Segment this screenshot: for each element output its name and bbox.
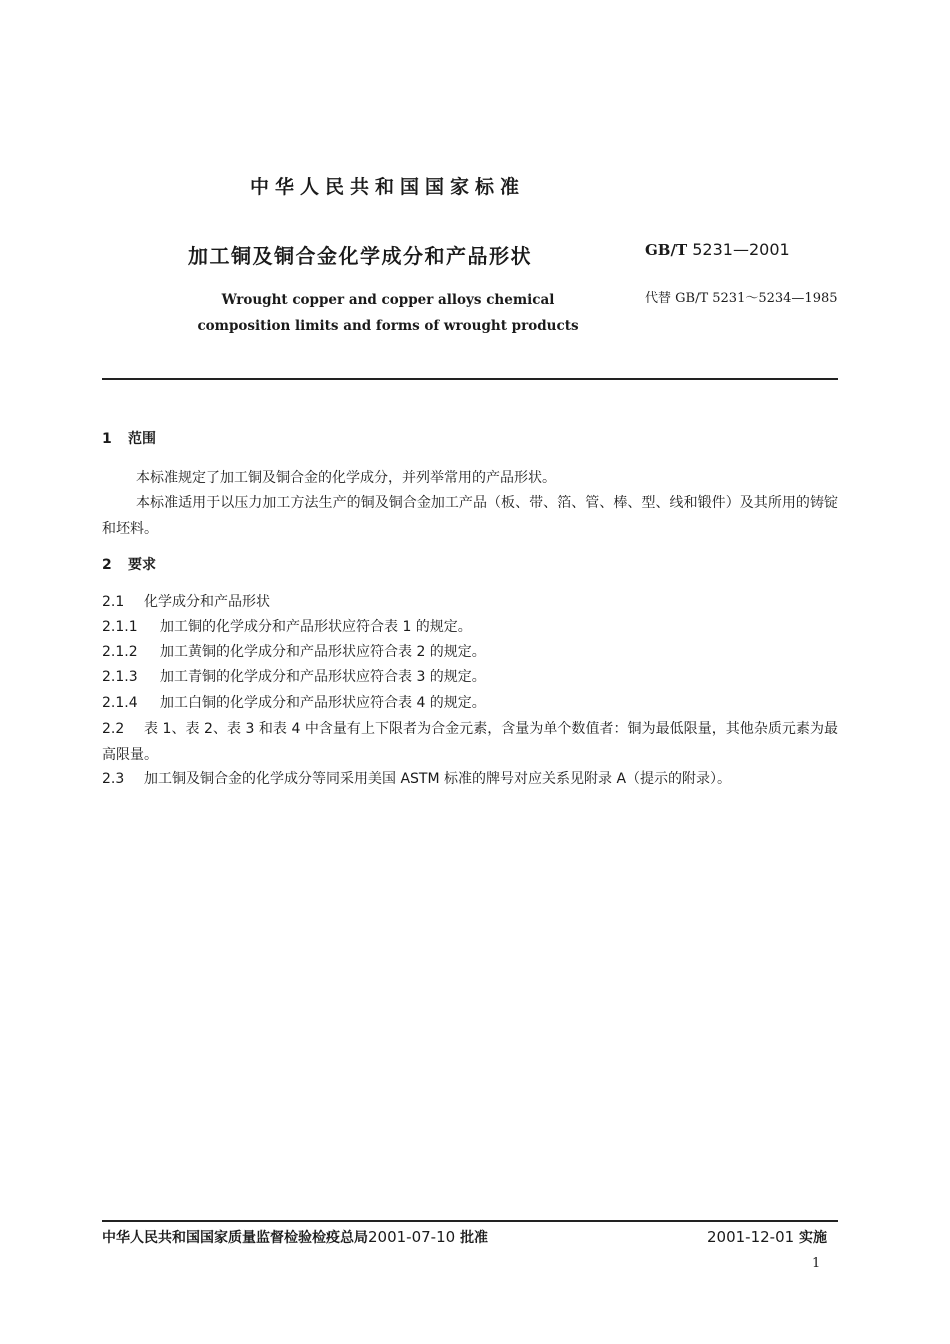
section-1-heading: 1 范围 bbox=[102, 431, 156, 447]
effective-label: 实施 bbox=[798, 1230, 827, 1246]
section-1-paragraph-2: 本标准适用于以压力加工方法生产的铜及铜合金加工产品（板、带、箔、管、棒、型、线和锻件）及其所用的铸锭和坯料。 bbox=[102, 495, 838, 537]
section-2-heading: 2 要求 bbox=[102, 557, 156, 573]
approve-label: 批准 bbox=[460, 1230, 489, 1246]
page-number: 1 bbox=[812, 1256, 821, 1271]
header-divider bbox=[102, 378, 838, 380]
issuer: 中华人民共和国国家质量监督检验检疫总局 bbox=[102, 1230, 368, 1246]
clause-2-1-2: 2.1.2 加工黄铜的化学成分和产品形状应符合表 2 的规定。 bbox=[102, 644, 486, 660]
clause-2-1-1: 2.1.1 加工铜的化学成分和产品形状应符合表 1 的规定。 bbox=[102, 619, 472, 635]
footer-divider bbox=[102, 1220, 838, 1222]
effective-line bbox=[707, 1227, 827, 1247]
effective-date: 2001-12-01 bbox=[707, 1228, 795, 1246]
issuer-line bbox=[102, 1227, 488, 1247]
clause-2-1-4: 2.1.4 加工白铜的化学成分和产品形状应符合表 4 的规定。 bbox=[102, 695, 486, 711]
clause-2-1: 2.1 化学成分和产品形状 bbox=[102, 594, 270, 610]
national-standard-title: 中华人民共和国国家标准 bbox=[249, 176, 525, 198]
standard-number-value: 5231—2001 bbox=[692, 240, 790, 259]
standard-code: GB/T bbox=[645, 241, 688, 259]
replaces-standard: 代替 GB/T 5231～5234—1985 bbox=[645, 291, 838, 306]
document-title-en: Wrought copper and copper alloys chemical composition limits and forms of wrought products bbox=[197, 292, 579, 334]
clause-2-1-3: 2.1.3 加工青铜的化学成分和产品形状应符合表 3 的规定。 bbox=[102, 669, 486, 685]
clause-2-2: 2.2 表 1、表 2、表 3 和表 4 中含量有上下限者为合金元素，含量为单个数值者：铜为最低限量，其他杂质元素为最高限量。 bbox=[102, 721, 838, 763]
approve-date: 2001-07-10 bbox=[368, 1228, 456, 1246]
document-title-cn: 加工铜及铜合金化学成分和产品形状 bbox=[188, 244, 532, 268]
standard-number bbox=[645, 240, 790, 259]
section-1-paragraph-1: 本标准规定了加工铜及铜合金的化学成分，并列举常用的产品形状。 bbox=[136, 470, 556, 486]
clause-2-3: 2.3 加工铜及铜合金的化学成分等同采用美国 ASTM 标准的牌号对应关系见附录 A（提示的附录）。 bbox=[102, 771, 732, 787]
